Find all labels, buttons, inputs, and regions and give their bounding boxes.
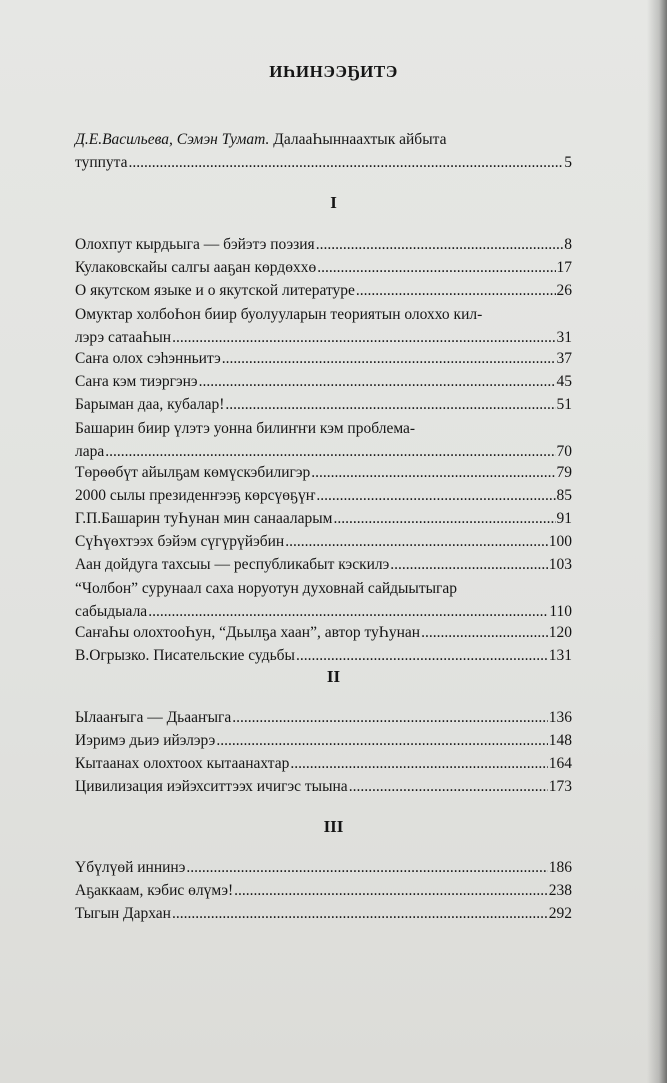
page-number: 5 xyxy=(564,154,572,171)
section-numeral: II xyxy=(326,667,341,686)
toc-entry xyxy=(75,858,572,878)
page-number: 110 xyxy=(549,603,572,620)
leader-dots xyxy=(296,646,548,666)
leader-dots xyxy=(317,258,555,278)
toc-entry xyxy=(75,881,572,901)
toc-entry-title: Кытаанах олохтоох кытаанахтар xyxy=(75,755,290,772)
toc-entry-title: Г.П.Башарин туҺунан мин санааларым xyxy=(75,510,333,527)
leader-dots xyxy=(105,440,555,463)
page-number: 70 xyxy=(556,443,572,460)
toc-entry-title: лара xyxy=(75,443,105,460)
leader-dots xyxy=(356,281,556,301)
toc-entry-title: “Чолбон” сурунаал саха норуотун духовнай сайдыытыгар xyxy=(75,580,458,597)
leader-dots xyxy=(172,326,555,349)
toc-entry-title: Тыгын Дархан xyxy=(75,905,171,922)
section-numeral: I xyxy=(330,193,337,212)
leader-dots xyxy=(129,151,564,174)
leader-dots xyxy=(390,555,547,575)
toc-entry xyxy=(75,731,572,751)
toc-entry-title: Иэримэ дьиэ ийэлэрэ xyxy=(75,732,216,749)
page-number: 85 xyxy=(556,487,572,504)
page-number: 136 xyxy=(548,709,572,726)
page-number: 91 xyxy=(556,510,572,527)
leader-dots xyxy=(216,731,547,751)
toc-entry xyxy=(75,395,572,415)
toc-entry xyxy=(75,555,572,575)
toc-entry-title: Барыман даа, кубалар! xyxy=(75,396,225,413)
toc-entry xyxy=(75,509,572,529)
leader-dots xyxy=(285,532,548,552)
leader-dots xyxy=(316,486,555,506)
page-number: 120 xyxy=(548,624,572,641)
leader-dots xyxy=(225,395,555,415)
toc-entry xyxy=(75,708,572,728)
toc-entry xyxy=(75,486,572,506)
toc-entry xyxy=(75,623,572,643)
toc-entry xyxy=(75,258,572,278)
leader-dots xyxy=(316,235,564,255)
toc-entry xyxy=(75,281,572,301)
toc-entry xyxy=(75,235,572,255)
toc-entry xyxy=(75,577,572,623)
toc-entry-title: лэрэ сатааҺын xyxy=(75,329,172,346)
page-number: 51 xyxy=(556,396,572,413)
page-number: 173 xyxy=(548,778,572,795)
page-number: 8 xyxy=(564,236,572,253)
leader-dots xyxy=(148,600,548,623)
toc-entry-title: туппута xyxy=(75,154,128,171)
toc-entry xyxy=(75,777,572,797)
toc-entry xyxy=(75,417,572,463)
leader-dots xyxy=(172,904,548,924)
toc-entry-line xyxy=(75,151,572,174)
page-number: 164 xyxy=(548,755,572,772)
toc-entry-title: сабыдыала xyxy=(75,603,148,620)
page-number: 100 xyxy=(548,533,572,550)
toc-entry-title: Ылааҥыга — Дьааҥыга xyxy=(75,709,232,726)
toc-entry-title: В.Огрызко. Писательские судьбы xyxy=(75,647,295,664)
toc-entry-title: О якутском языке и о якутской литературе xyxy=(75,282,355,299)
toc-entry xyxy=(75,303,572,349)
toc-entry-title: Аан дойдуга тахсыы — республикабыт кэскилэ xyxy=(75,556,390,573)
page-title: ИҺИНЭЭҔИТЭ xyxy=(269,62,398,81)
leader-dots xyxy=(349,777,548,797)
toc-entry-title: СүҺүөхтээх бэйэм сүгүрүйэбин xyxy=(75,533,285,550)
leader-dots xyxy=(199,372,556,392)
page-number: 186 xyxy=(548,859,572,876)
toc-entry-title: Аҕаккаам, кэбис өлүмэ! xyxy=(75,882,234,899)
toc-entry-title: Олохпут кырдьыга — бэйэтэ поэзия xyxy=(75,236,315,253)
page-number: 37 xyxy=(556,350,572,367)
toc-entry-line xyxy=(75,128,572,151)
toc-entry-title: Саҥа олох сэhэнньитэ xyxy=(75,350,221,367)
leader-dots xyxy=(234,881,548,901)
toc-entry-title: Башарин биир үлэтэ уонна билиҥҥи кэм проблема- xyxy=(75,420,416,437)
toc-entry xyxy=(75,463,572,483)
toc-entry xyxy=(75,754,572,774)
page-number: 238 xyxy=(548,882,572,899)
toc-entry xyxy=(75,372,572,392)
leader-dots xyxy=(290,754,547,774)
toc-entry-title: Омуктар холбоҺон биир буолууларын теориятын олоххо кил- xyxy=(75,306,483,323)
toc-entry-title: Үбүлүөй иннинэ xyxy=(75,859,186,876)
section-numeral: III xyxy=(323,817,344,836)
toc-entry xyxy=(75,532,572,552)
page-number: 131 xyxy=(548,647,572,664)
page-number: 31 xyxy=(556,329,572,346)
toc-entry xyxy=(75,646,572,666)
toc-entry-title: Саҥа кэм тиэргэнэ xyxy=(75,373,198,390)
page-number: 103 xyxy=(548,556,572,573)
toc-entry-title: Төрөөбүт айылҕам көмүскэбилигэр xyxy=(75,464,311,481)
leader-dots xyxy=(311,463,555,483)
page-edge-shadow xyxy=(647,0,667,1083)
page-number: 17 xyxy=(556,259,572,276)
leader-dots xyxy=(333,509,555,529)
toc-entry-title: ДалааҺыннаахтык айбыта xyxy=(269,131,447,148)
toc-entry-title: Цивилизация иэйэхситтээх ичигэс тыына xyxy=(75,778,348,795)
page-number: 26 xyxy=(556,282,572,299)
leader-dots xyxy=(232,708,547,728)
page-number: 45 xyxy=(556,373,572,390)
toc-entry-intro xyxy=(75,128,572,174)
toc-entry-title: СаҥаҺы олохтооҺун, “Дьылҕа хаан”, автор туҺунан xyxy=(75,624,421,641)
leader-dots xyxy=(421,623,548,643)
toc-entry-title: Кулаковскайы салгы ааҕан көрдөххө xyxy=(75,259,317,276)
leader-dots xyxy=(186,858,547,878)
toc-entry xyxy=(75,904,572,924)
page-number: 148 xyxy=(548,732,572,749)
toc-entry xyxy=(75,349,572,369)
page-number: 79 xyxy=(556,464,572,481)
leader-dots xyxy=(222,349,556,369)
toc-entry-title: 2000 сылы президенҥээҕ көрсүөҕүҥ xyxy=(75,487,316,504)
page-number: 292 xyxy=(548,905,572,922)
toc-entry-authors: Д.Е.Васильева, Сэмэн Тумат. xyxy=(75,131,270,148)
